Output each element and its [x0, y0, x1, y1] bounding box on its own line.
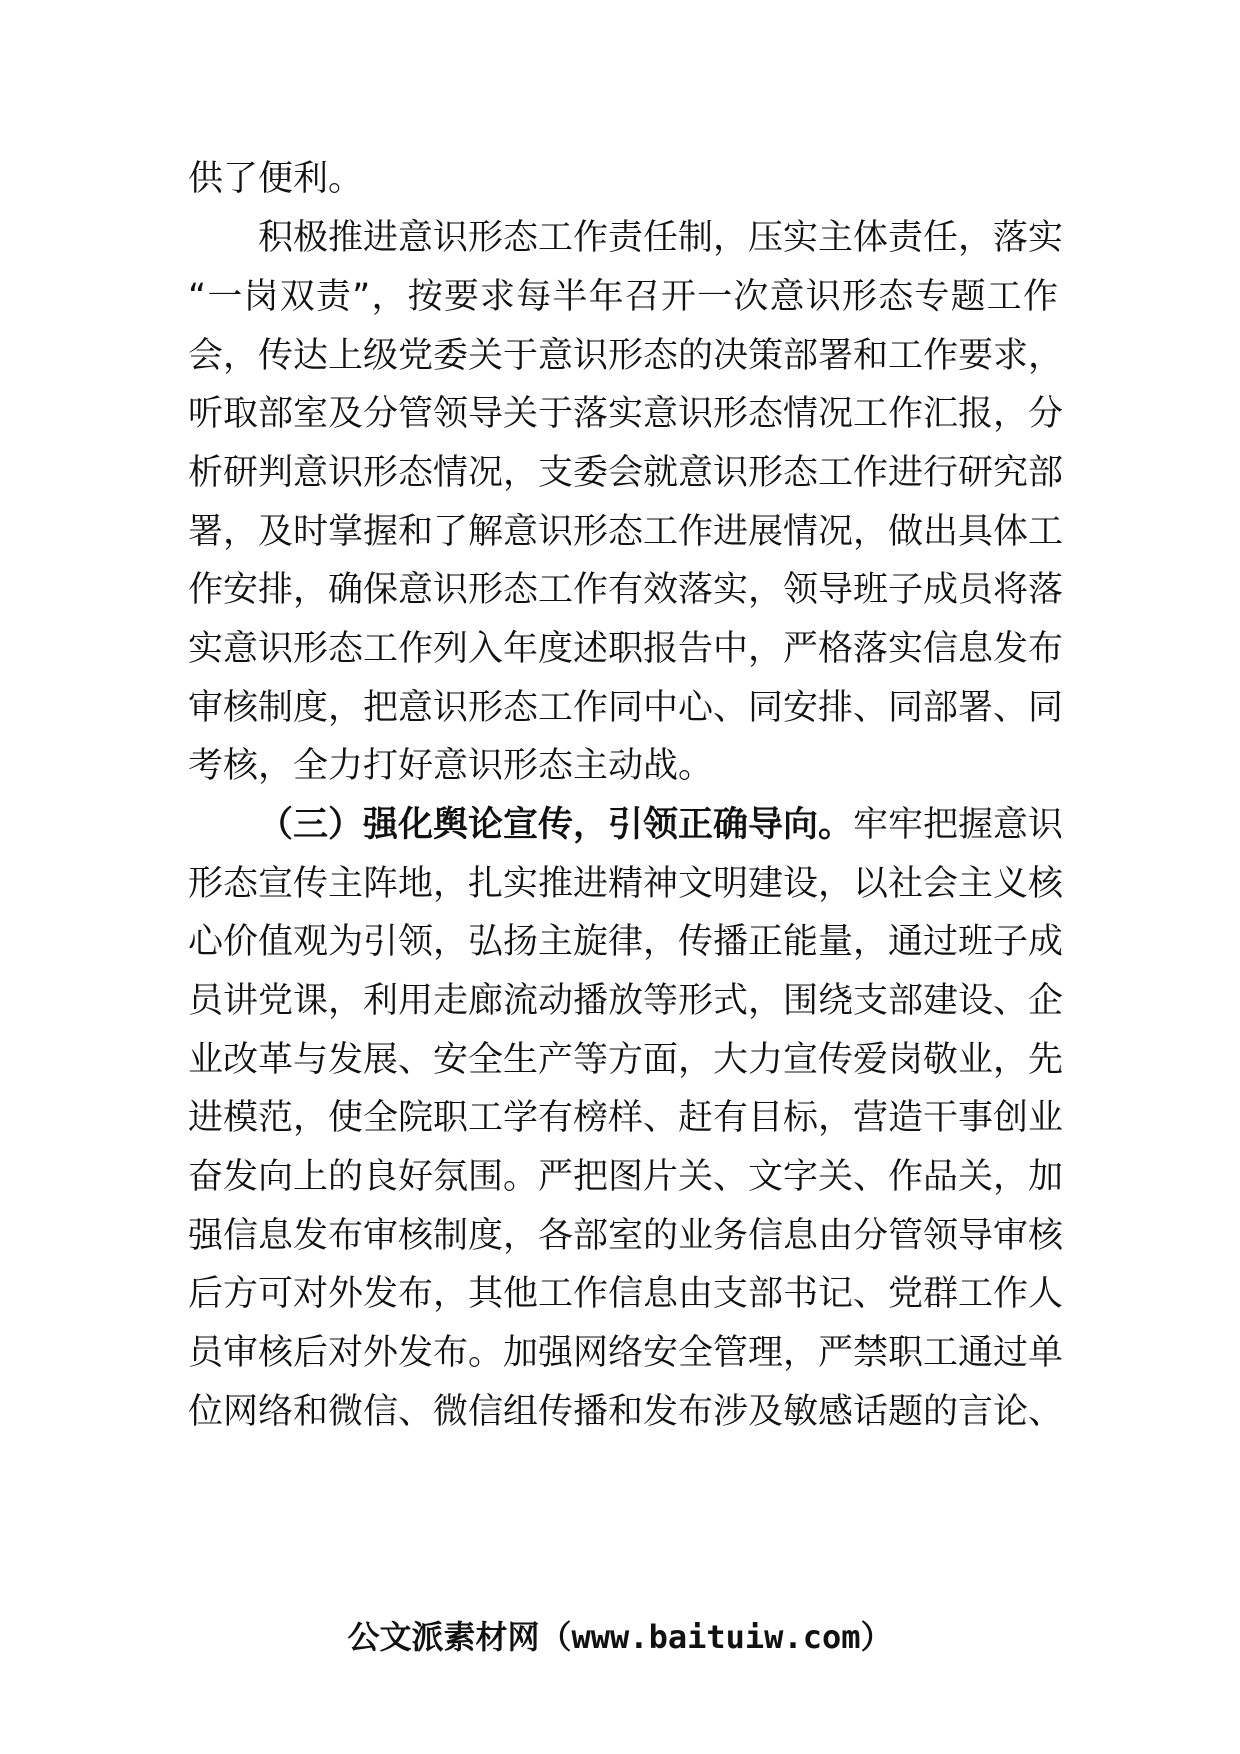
section-3-heading: （三）强化舆论宣传，引领正确导向。	[258, 805, 854, 845]
text-line-7: 署，及时掌握和了解意识形态工作进展情况，做出具体工	[188, 512, 1064, 552]
footer-watermark	[0, 1612, 1240, 1662]
text-line-3: “一岗双责”，按要求每半年召开一次意识形态专题工作	[188, 277, 1058, 317]
text-line-21: 员审核后对外发布。加强网络安全管理，严禁职工通过单	[188, 1333, 1064, 1373]
text-line-20: 后方可对外发布，其他工作信息由支部书记、党群工作人	[188, 1274, 1064, 1314]
text-line-13: 形态宣传主阵地，扎实推进精神文明建设，以社会主义核	[188, 864, 1064, 904]
text-line-2: 积极推进意识形态工作责任制，压实主体责任，落实	[258, 218, 1064, 258]
text-line-11: 考核，全力打好意识形态主动战。	[188, 746, 714, 786]
section-3-heading-line	[258, 792, 1064, 858]
text-line-10: 审核制度，把意识形态工作同中心、同安排、同部署、同	[188, 688, 1064, 728]
text-line-5: 听取部室及分管领导关于落实意识形态情况工作汇报，分	[188, 394, 1064, 434]
text-line-15: 员讲党课，利用走廊流动播放等形式，围绕支部建设、企	[188, 981, 1064, 1021]
text-line-8: 作安排，确保意识形态工作有效落实，领导班子成员将落	[188, 570, 1064, 610]
text-line-17: 进模范，使全院职工学有榜样、赶有目标，营造干事创业	[188, 1098, 1064, 1138]
text-line-6: 析研判意识形态情况，支委会就意识形态工作进行研究部	[188, 453, 1064, 493]
text-line-18: 奋发向上的良好氛围。严把图片关、文字关、作品关，加	[188, 1157, 1064, 1197]
text-line-9: 实意识形态工作列入年度述职报告中，严格落实信息发布	[188, 629, 1064, 669]
section-3-heading-rest: 牢牢把握意识	[853, 805, 1064, 845]
text-line-4: 会，传达上级党委关于意识形态的决策部署和工作要求，	[188, 336, 1064, 376]
footer-prefix: 公文派素材网（	[347, 1618, 572, 1656]
text-line-16: 业改革与发展、安全生产等方面，大力宣传爱岗敬业，先	[188, 1040, 1064, 1080]
footer-url: www.baituiw.com	[571, 1618, 861, 1656]
text-line-1: 供了便利。	[188, 159, 364, 199]
footer-suffix: ）	[860, 1618, 893, 1656]
text-line-22: 位网络和微信、微信组传播和发布涉及敏感话题的言论、	[188, 1392, 1064, 1432]
text-line-14: 心价值观为引领，弘扬主旋律，传播正能量，通过班子成	[188, 922, 1064, 962]
text-line-19: 强信息发布审核制度，各部室的业务信息由分管领导审核	[188, 1216, 1064, 1256]
